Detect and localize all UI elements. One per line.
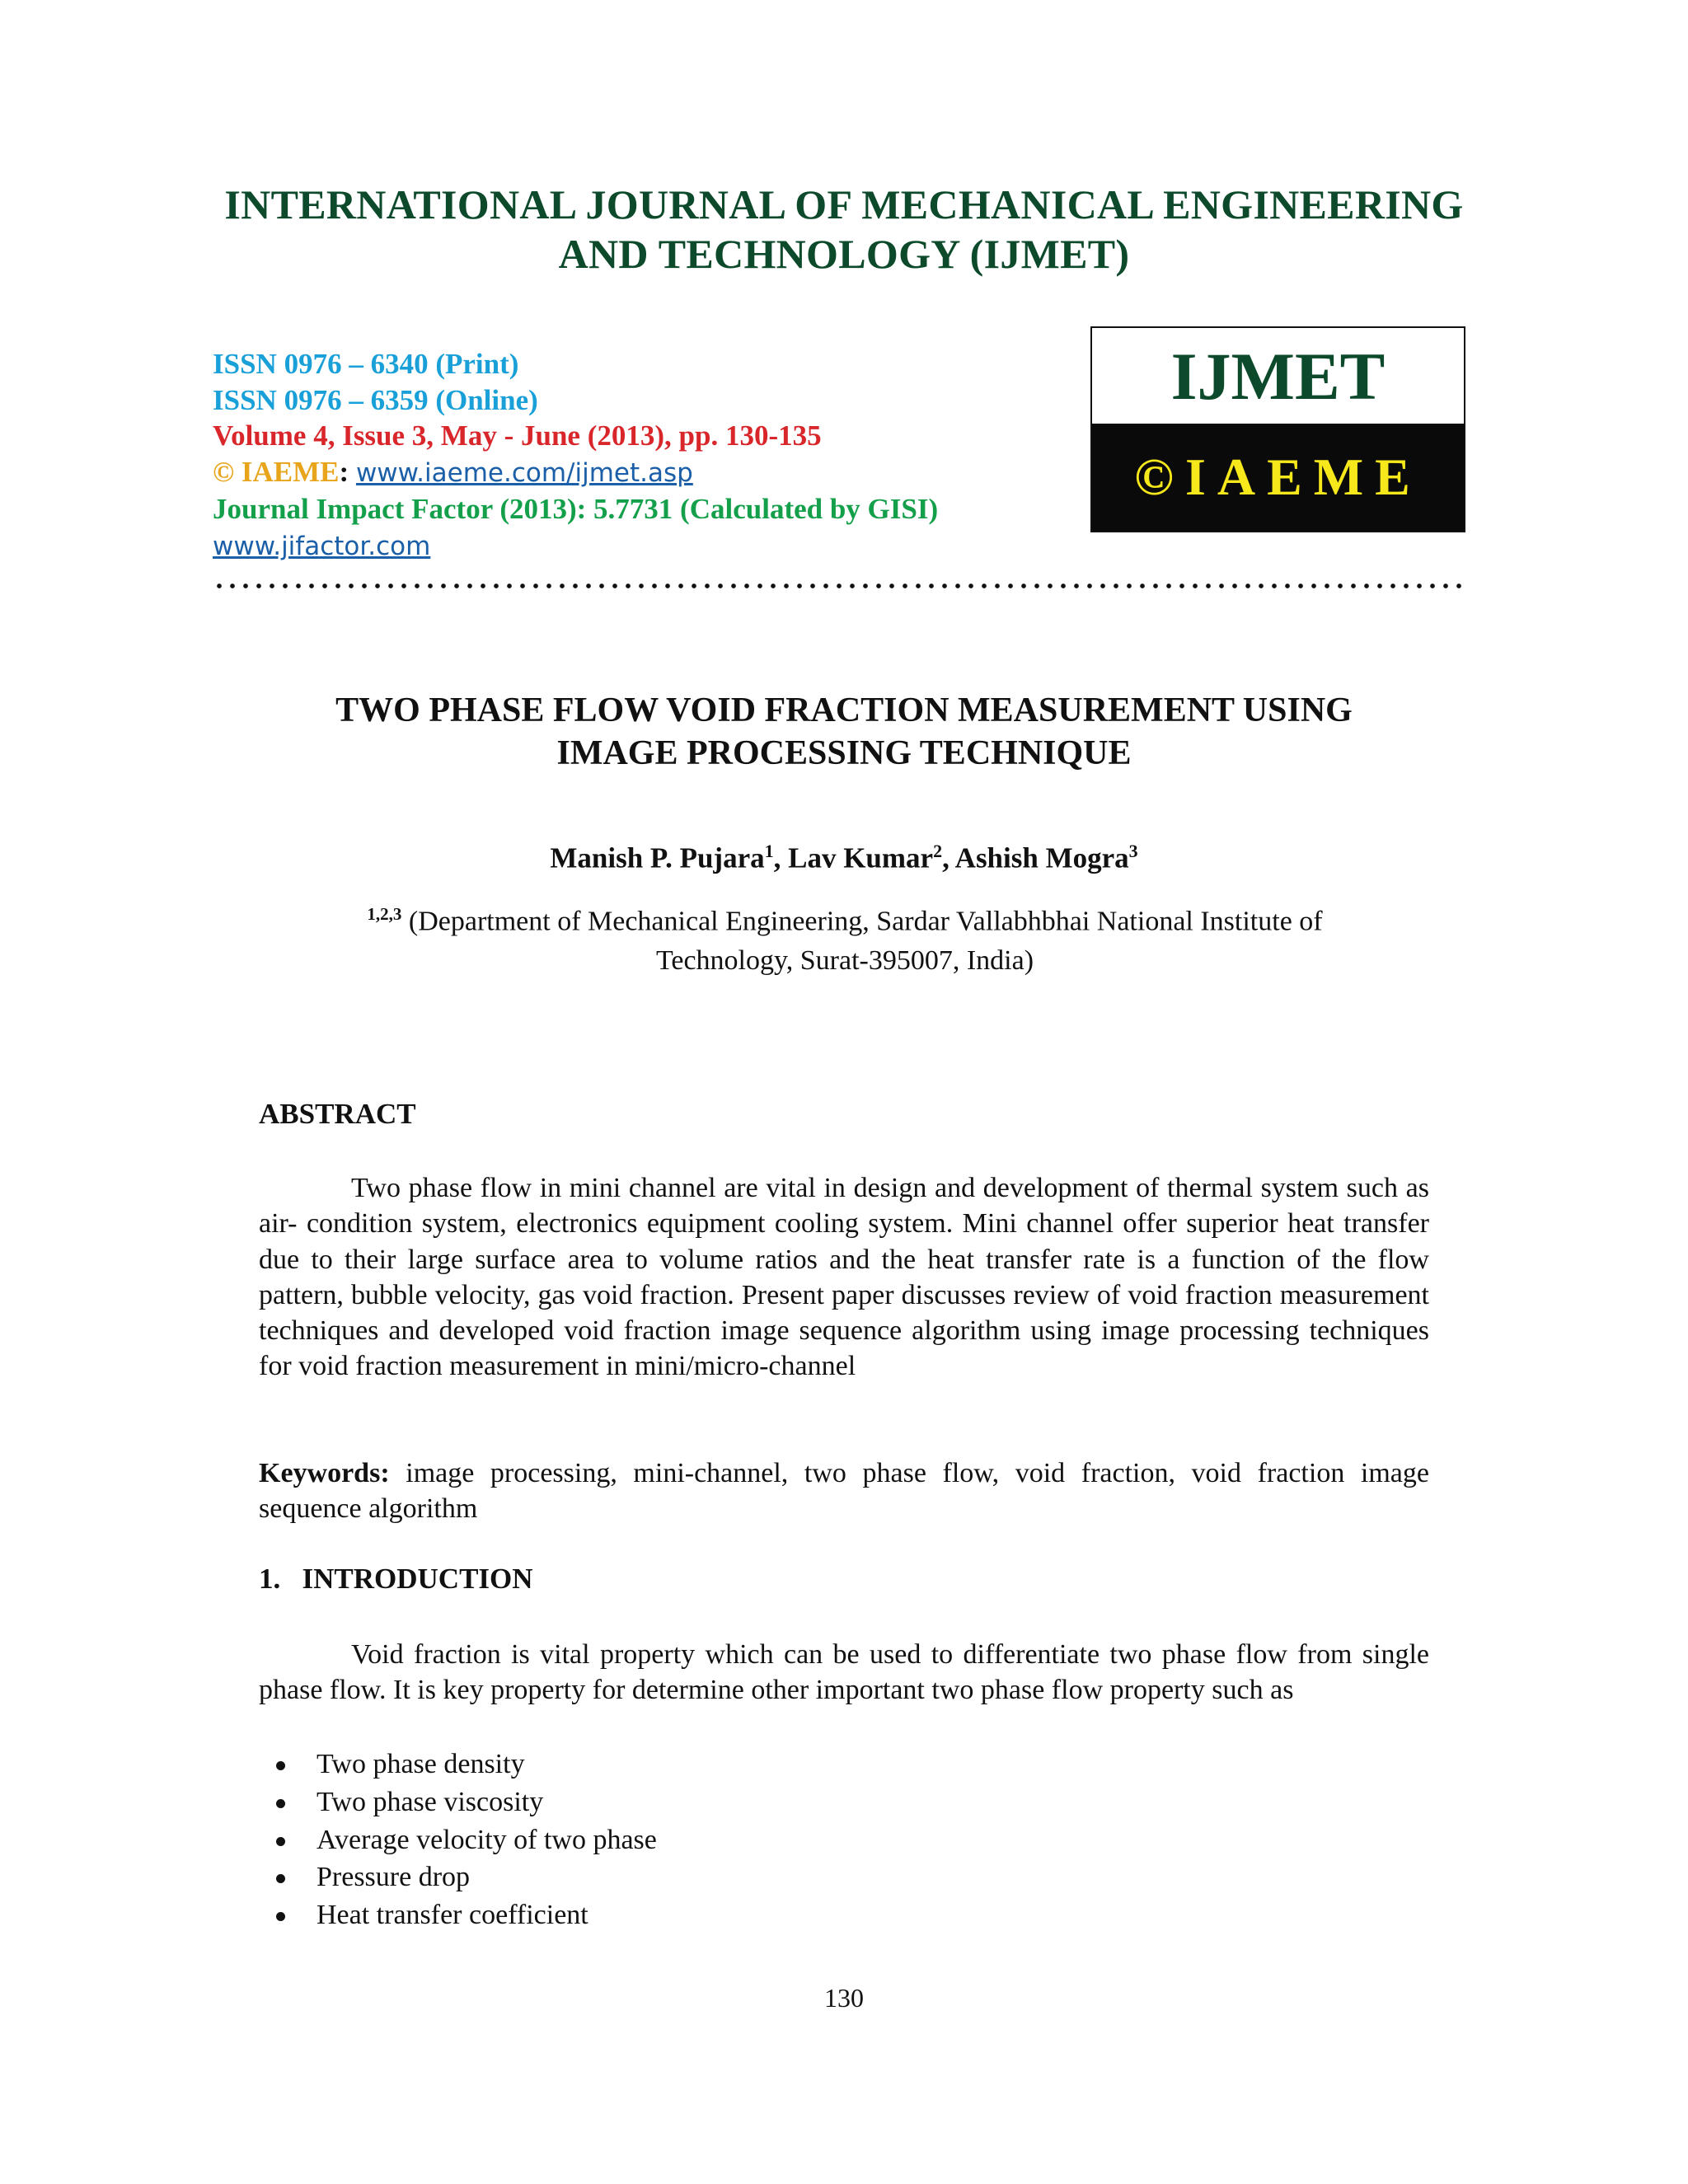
- journal-title-line2: AND TECHNOLOGY (IJMET): [558, 231, 1130, 277]
- keywords: [259, 1455, 1429, 1527]
- list-item: Heat transfer coefficient: [259, 1896, 657, 1934]
- impact-factor-link[interactable]: www.jifactor.com: [213, 531, 431, 561]
- author-name: , Ashish Mogra: [942, 841, 1129, 874]
- author-affil-sup: 1: [764, 841, 774, 861]
- list-item: Two phase viscosity: [259, 1783, 657, 1821]
- affiliation-sup: 1,2,3: [367, 904, 402, 924]
- list-item: Two phase density: [259, 1746, 657, 1783]
- introduction-paragraph: Void fraction is vital property which can be used to differentiate two phase flow from single phase flow. It is key property for determine other important two phase flow property such as: [259, 1639, 1429, 1706]
- author-name: , Lav Kumar: [773, 841, 934, 874]
- affiliation-text: (Department of Mechanical Engineering, Sardar Vallabhbhai National Institute of Technology, Surat-395007, India): [401, 906, 1323, 977]
- journal-title-line1: INTERNATIONAL JOURNAL OF MECHANICAL ENGINEERING: [224, 181, 1464, 227]
- keywords-label: Keywords:: [259, 1458, 390, 1488]
- issn-online: ISSN 0976 – 6359 (Online): [213, 383, 538, 416]
- journal-title: [0, 180, 1688, 279]
- keywords-text: image processing, mini-channel, two phase flow, void fraction, void fraction image sequence algorithm: [259, 1458, 1429, 1525]
- publisher-name: © IAEME: [213, 455, 340, 488]
- page-number: 130: [824, 1983, 864, 2013]
- introduction-heading: 1. INTRODUCTION: [259, 1563, 533, 1595]
- journal-logo: [1090, 326, 1465, 532]
- dotted-divider: [213, 582, 1465, 590]
- impact-factor: Journal Impact Factor (2013): 5.7731 (Calculated by GISI): [213, 493, 939, 525]
- introduction-body: [259, 1637, 1429, 1708]
- logo-publisher: ©IAEME: [1092, 424, 1464, 531]
- abstract-heading: ABSTRACT: [259, 1098, 416, 1130]
- impact-url-line: [213, 527, 938, 565]
- affiliation: [297, 894, 1393, 981]
- issn-print: ISSN 0976 – 6340 (Print): [213, 348, 519, 380]
- volume-info: Volume 4, Issue 3, May - June (2013), pp. 130-135: [213, 419, 822, 452]
- abstract-body: [259, 1170, 1429, 1385]
- paper-title-line1: TWO PHASE FLOW VOID FRACTION MEASUREMENT USING: [335, 691, 1353, 729]
- list-item: Pressure drop: [259, 1858, 657, 1896]
- publisher-line: [213, 454, 938, 492]
- publisher-link[interactable]: www.iaeme.com/ijmet.asp: [355, 457, 693, 488]
- property-list: [259, 1746, 657, 1934]
- paper-title: [0, 689, 1688, 775]
- paper-title-line2: IMAGE PROCESSING TECHNIQUE: [556, 734, 1132, 772]
- publisher-separator: :: [339, 455, 356, 488]
- author-list: [0, 841, 1688, 875]
- author-affil-sup: 3: [1128, 841, 1138, 861]
- author-affil-sup: 2: [933, 841, 943, 861]
- list-item: Average velocity of two phase: [259, 1821, 657, 1859]
- abstract-paragraph: Two phase flow in mini channel are vital in design and development of thermal system such as air- condition system, electronics equipment cooling system. Mini channel offer superior heat transfer due to their large surface area to volume ratios and the heat transfer rate is a function of the flow pattern, bubble velocity, gas void fraction. Present paper discusses review of void fraction measurement techniques and developed void fraction image sequence algorithm using image processing techniques for void fraction measurement in mini/micro-channel: [259, 1173, 1429, 1382]
- author-name: Manish P. Pujara: [550, 841, 765, 874]
- journal-meta: [213, 346, 938, 565]
- logo-title: IJMET: [1170, 339, 1386, 414]
